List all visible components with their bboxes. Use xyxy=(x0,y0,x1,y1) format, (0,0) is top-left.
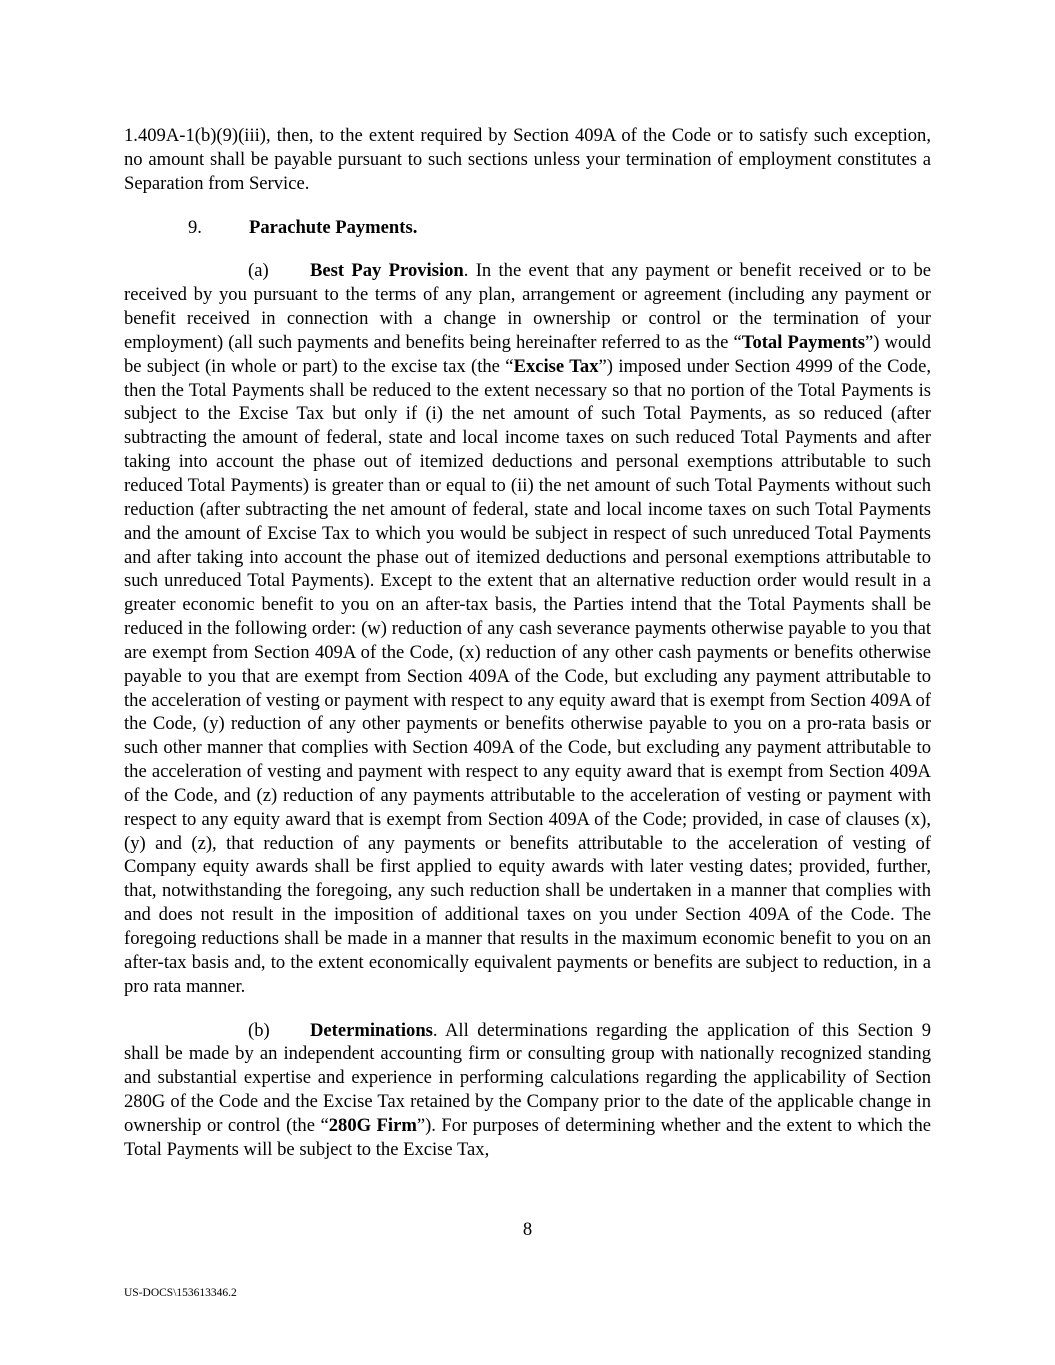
subsection-a-title: Best Pay Provision xyxy=(310,260,464,282)
defined-term-total-payments: Total Payments xyxy=(741,331,865,353)
section-number: 9. xyxy=(188,216,202,238)
document-page xyxy=(124,124,931,1162)
subsection-b-label: (b) xyxy=(248,1019,270,1041)
subsection-a-label: (a) xyxy=(248,260,269,282)
subsection-b-paragraph xyxy=(124,1019,931,1162)
subsection-a-text-3: ”) imposed under Section 4999 of the Code, then the Total Payments shall be reduced to the extent necessary so that no portion of the Total Payments is subject to the Excise Tax but only if (i) the net amount of such Total Payments, as so reduced (after subtracting the amount of federal, state and local income taxes on such reduced Total Payments and after taking into account the phase out of itemized deductions and personal exemptions attributable to such reduced Total Payments) is greater than or equal to (ii) the net amount of such Total Payments without such reduction (after subtracting the net amount of federal, state and local income taxes on such Total Payments and the amount of Excise Tax to which you would be subject in respect of such unreduced Total Payments and after taking into account the phase out of itemized deductions and personal exemptions attributable to such unreduced Total Payments). Except to the extent that an alternative reduction order would result in a greater economic benefit to you on an after-tax basis, the Parties intend that the Total Payments shall be reduced in the following order: (w) reduction of any cash severance payments otherwise payable to you that are exempt from Section 409A of the Code, (x) reduction of any other cash payments or benefits otherwise payable to you that are exempt from Section 409A of the Code, but excluding any payment attributable to the acceleration of vesting or payment with respect to any equity award that is exempt from Section 409A of the Code, (y) reduction of any other payments or benefits otherwise payable to you on a pro-rata basis or such other manner that complies with Section 409A of the Code, but excluding any payment attributable to the acceleration of vesting and payment with respect to any equity award that is exempt from Section 409A of the Code, and (z) reduction of any payments attributable to the acceleration of vesting or payment with respect to any equity award that is exempt from Section 409A of the Code; provided, in case of clauses (x), (y) and (z), that reduction of any payments or benefits attributable to the acceleration of vesting of Company equity awards shall be first applied to equity awards with later vesting dates; provided, further, that, notwithstanding the foregoing, any such reduction shall be undertaken in a manner that complies with and does not result in the imposition of additional taxes on you under Section 409A of the Code. The foregoing reductions shall be made in a manner that results in the maximum economic benefit to you on an after-tax basis and, to the extent economically equivalent payments or benefits are subject to reduction, in a pro rata manner. xyxy=(124,355,931,997)
page-number: 8 xyxy=(522,1219,533,1240)
intro-paragraph: 1.409A-1(b)(9)(iii), then, to the extent required by Section 409A of the Code or to satisfy such exception, no amount shall be payable pursuant to such sections unless your termination of employment constitutes a Separation from Service. xyxy=(124,125,931,194)
subsection-a-text-1: . In the event that any payment or benefit received or to be received by you pursuant to the terms of any plan, arrangement or agreement (including any payment or benefit received in connection with a change in ownership or control or the termination of your employment) (all such payments and benefits being hereinafter referred to as the “ xyxy=(124,260,932,353)
section-9-heading xyxy=(124,216,931,240)
defined-term-280g-firm: 280G Firm xyxy=(328,1114,417,1136)
subsection-a-text-2: ”) would be subject (in whole or part) to the excise tax (the “ xyxy=(124,331,931,377)
subsection-b-title: Determinations xyxy=(310,1019,433,1041)
section-title: Parachute Payments. xyxy=(249,216,418,238)
subsection-a-paragraph xyxy=(124,259,931,998)
subsection-b-text-2: ”). For purposes of determining whether and the extent to which the Total Payments will be subject to the Excise Tax, xyxy=(124,1114,931,1160)
defined-term-excise-tax: Excise Tax xyxy=(513,355,599,377)
document-id: US-DOCS\153613346.2 xyxy=(124,1287,237,1299)
subsection-b-text-1: . All determinations regarding the application of this Section 9 shall be made by an independent accounting firm or consulting group with nationally recognized standing and substantial expertise and experience in performing calculations regarding the applicability of Section 280G of the Code and the Excise Tax retained by the Company prior to the date of the applicable change in ownership or control (the “ xyxy=(124,1019,931,1136)
